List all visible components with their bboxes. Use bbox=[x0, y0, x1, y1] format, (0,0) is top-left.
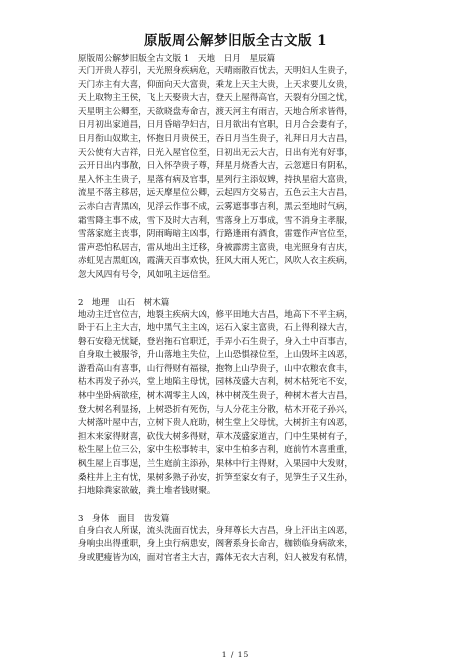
text-line: 赤虹见吉黑虹凶，霞满天百事欢快，狂风大雨人死亡，风吹人衣主疾病， bbox=[78, 256, 354, 267]
text-line: 磐石安稳无忧疑，登岩拖石官职迁，手弄小石生贵子，身入土中百事吉， bbox=[78, 336, 354, 347]
text-line: 登大树名利显扬，上树恐折有死伤，与人分花主分散，枯木开花子孙兴， bbox=[78, 404, 354, 415]
text-line: 卧于石上主大吉，地中黑气主主凶，运石入家主富贵，石上得利禄大吉， bbox=[78, 323, 354, 334]
section-dili bbox=[78, 297, 438, 499]
text-line: 雪落家庭主丧事，阴雨晦暗主凶事，行路逢雨有酒食，雷霆作声官位至， bbox=[78, 229, 354, 240]
text-line: 枫生屋上百事逞，兰生庭前主添孙，果林中行主得财，入果园中大发财， bbox=[78, 459, 354, 470]
text-line: 日月初出家道昌，日月昏暗孕妇吉，日月欲出有官职，日月合会妻有子， bbox=[78, 120, 354, 131]
text-line: 天门赤主有大喜，仰面向天大富贵，乘龙上天主大贵，上天求要儿女贵， bbox=[78, 79, 354, 90]
text-line: 忽大风四有号令，风如吼主远信至。 bbox=[78, 269, 216, 280]
text-line: 担木来家得财喜，砍伐大树多得财，草木茂盛家道吉，门中生果树有子， bbox=[78, 431, 354, 442]
text-line: 松生屋上位三公，家中生松事转丰，家中生柏多吉利，庭前竹木喜重重， bbox=[78, 445, 354, 456]
section-gap bbox=[78, 283, 438, 297]
text-line: 天星明主公卿至，天欲晓盘寿命吉，渡天河主有雨吉，天地合所求皆得， bbox=[78, 106, 354, 117]
section-shenti bbox=[78, 513, 438, 566]
document-body bbox=[78, 53, 438, 566]
section-tiandi bbox=[78, 53, 438, 283]
text-line: 枯木再发子孙兴，堂上地陷主母忧，园林茂盛大吉利，树木枯死宅不安， bbox=[78, 377, 354, 388]
page-number: 1 / 15 bbox=[221, 650, 250, 659]
text-line: 自身白衣人所谋，流头洗面百忧去，身拜尊长大吉昌，身上汗出主凶恶， bbox=[78, 525, 354, 536]
text-line: 扫地除粪家欲破，粪土堆者钱财聚。 bbox=[78, 486, 216, 497]
text-line: 林中坐卧病欲痊，树木凋零主人凶，林中树茂生贵子，种树木者大吉昌， bbox=[78, 391, 354, 402]
text-line: 身或肥瘦皆为凶，面对官者主大吉，露体无衣大吉利，妇人被发有私情， bbox=[78, 553, 354, 563]
text-line: 桑柱井上主有忧，果树多熟子孙安，折笋至家女有子，见笋生子又生孙， bbox=[78, 472, 354, 483]
text-line: 雷声恐怕私居吉，雷从地出主迁移，身被霹雳主富贵，电光照身有吉庆， bbox=[78, 242, 354, 253]
text-line: 星入怀主生贵子，星落有病及官事，星列行主添奴婢，持执星宿大富贵， bbox=[78, 174, 354, 185]
section-heading: 3 身体 面目 齿发篇 bbox=[78, 513, 170, 524]
text-line: 天公使有大吉祥，日光入屋官位至，日初出无云大吉，日出有光有好事， bbox=[78, 147, 354, 158]
text-line: 天上取物主王侯，飞上天娶贵大吉，登天上屋得高官，天裂有分国之忧， bbox=[78, 93, 354, 104]
text-line: 大树落叶屋中吉，立树下贵人庇助，树生堂上父母忧，大树折主有凶恶， bbox=[78, 418, 354, 429]
text-line: 日月衔山奴欺主，怀抱日月贵侯王，吞日月当生贵子，礼拜日月大吉昌， bbox=[78, 133, 354, 144]
text-line: 身响虫出得重职，身上虫行病患安，阁奢系身长命吉，枷锁临身病欲来， bbox=[78, 539, 354, 550]
text-line: 云开日出内事散，日入怀孕贵子尊，拜星月烧香大吉，云忽遮日有阴私， bbox=[78, 161, 354, 172]
page-title: 原版周公解梦旧版全古文版 1 bbox=[143, 33, 328, 49]
text-line: 天门开贵人荐引，天光照身疾病危，天晴雨散百忧去，天明妇人生贵子， bbox=[78, 66, 354, 76]
text-line: 自身取土被服爷，升山落地主失位，上山恐惧禄位至，上山毁坏主凶恶， bbox=[78, 350, 354, 361]
section-gap bbox=[78, 499, 438, 513]
text-line: 流星不落主移居，远天摩星位公卿，云起四方交易吉，五色云主大吉昌， bbox=[78, 188, 354, 199]
section-heading: 2 地理 山石 树木篇 bbox=[78, 297, 170, 308]
text-line: 地动主迁官位吉，地裂主疾病大凶，修平田地大吉昌，地高下不平主病， bbox=[78, 309, 354, 320]
text-line: 云赤白吉青黑凶，见浮云作事不成，云雾遮事事吉利，黑云至地时气病， bbox=[78, 201, 354, 212]
text-line: 霜雪降主事不成，雪下及时大吉利，雪落身上万事成，雪不消身主孝服， bbox=[78, 215, 354, 226]
text-line: 游看高山有喜事，山行得财有福禄，抱物上山孕贵子，山中农粮农食丰， bbox=[78, 363, 354, 374]
section-heading: 原版周公解梦旧版全古文版 1 天地 日月 星辰篇 bbox=[78, 54, 276, 64]
